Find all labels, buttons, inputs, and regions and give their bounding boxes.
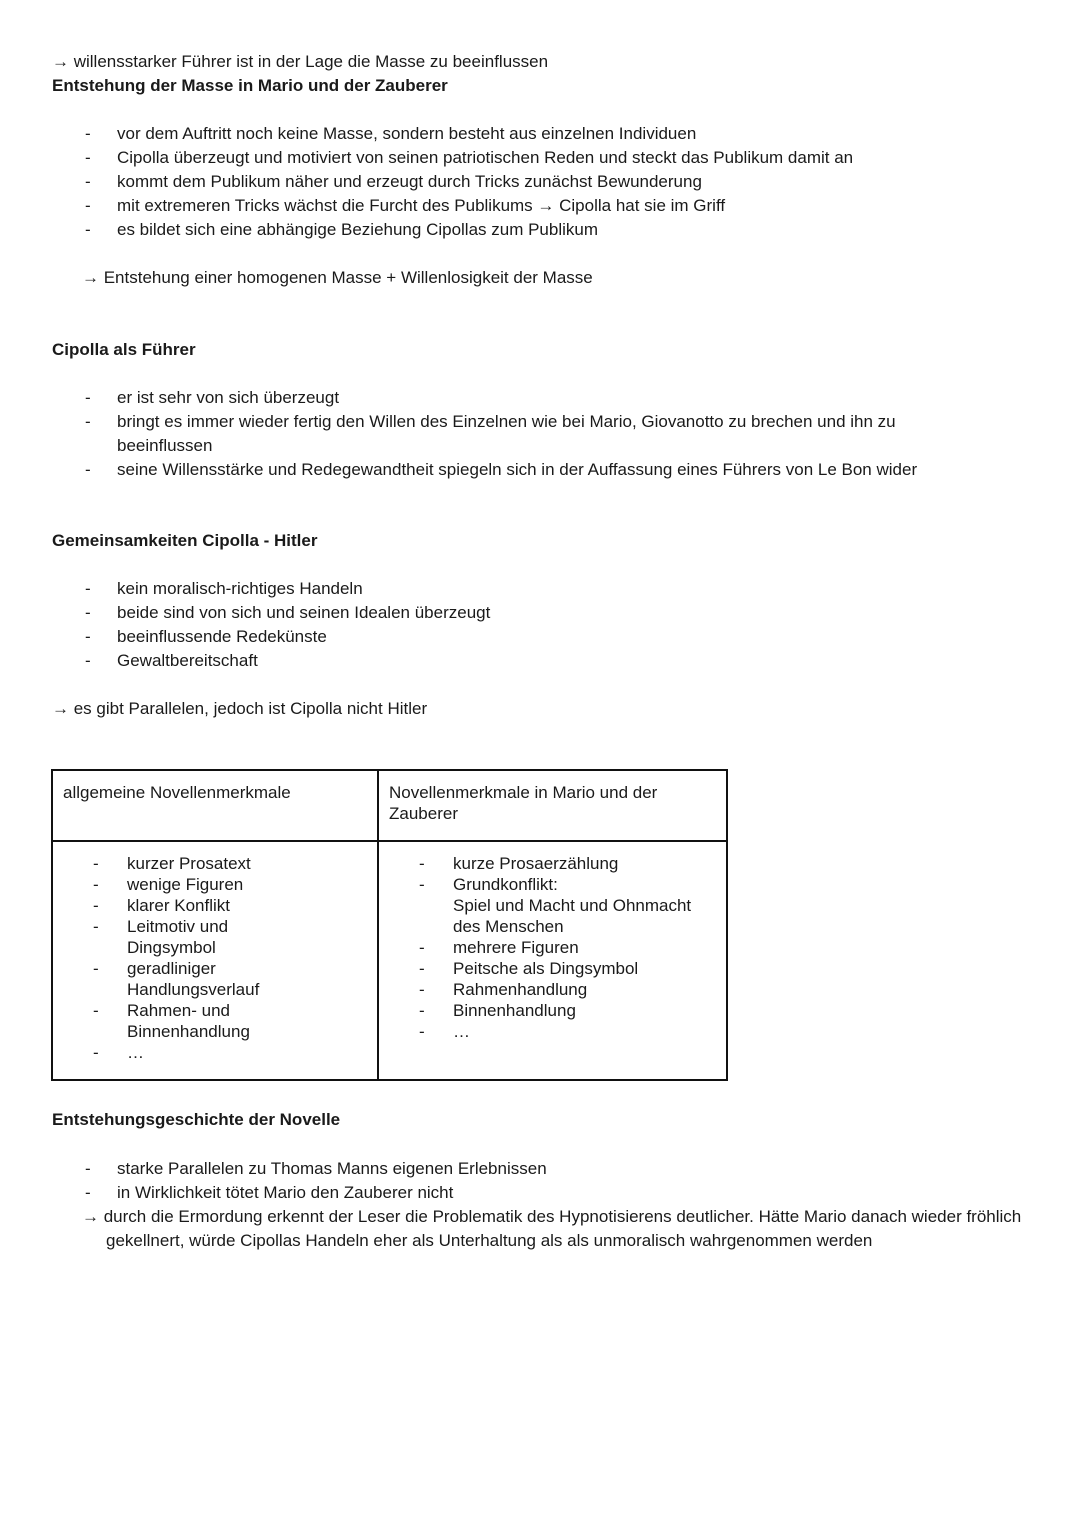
list-item: - beide sind von sich und seinen Idealen überzeugt xyxy=(52,601,1012,625)
list-item: - kurze Prosaerzählung xyxy=(379,853,719,874)
table-header-mario: Novellenmerkmale in Mario und der Zauberer xyxy=(378,770,727,841)
list-item: - er ist sehr von sich überzeugt xyxy=(52,386,1012,410)
list-item: - wenige Figuren xyxy=(53,874,303,895)
list-item: - mit extremeren Tricks wächst die Furcht des Publikums → Cipolla hat sie im Griff xyxy=(52,194,1012,218)
table-header-row xyxy=(52,770,727,841)
table-cell-general xyxy=(52,841,378,1080)
list-item: - Peitsche als Dingsymbol xyxy=(379,958,719,979)
conclusion-text: → durch die Ermordung erkennt der Leser die Problematik des Hypnotisierens deutlicher. Hätte Mario danach wieder fröhlich gekellnert, würde Cipollas Handeln eher als Unterhaltung als als unmoralisch wahrgenommen werden xyxy=(82,1207,1022,1250)
list-item: - kommt dem Publikum näher und erzeugt durch Tricks zunächst Bewunderung xyxy=(52,170,1012,194)
list-item: - mehrere Figuren xyxy=(379,937,719,958)
list-item: - klarer Konflikt xyxy=(53,895,303,916)
list-item: - Gewaltbereitschaft xyxy=(52,649,1012,673)
table-header-general: allgemeine Novellenmerkmale xyxy=(52,770,378,841)
list-cipolla-fuehrer xyxy=(52,386,1012,482)
section-heading-cipolla-fuehrer: Cipolla als Führer xyxy=(52,340,196,359)
section-heading-entstehungsgeschichte: Entstehungsgeschichte der Novelle xyxy=(52,1110,341,1129)
list-item: - bringt es immer wieder fertig den Willen des Einzelnen wie bei Mario, Giovanotto zu brechen und ihn zu beeinflussen xyxy=(52,410,957,458)
list-item: - starke Parallelen zu Thomas Manns eigenen Erlebnissen xyxy=(52,1157,1012,1181)
list-item-continuation: Spiel und Macht und Ohnmacht des Menschen xyxy=(453,896,692,936)
novellenmerkmale-table xyxy=(51,769,728,1081)
list-item: - Rahmenhandlung xyxy=(379,979,719,1000)
list-item: - Grundkonflikt: xyxy=(379,874,719,895)
list-item: - Cipolla überzeugt und motiviert von seinen patriotischen Reden und steckt das Publikum damit an xyxy=(52,146,1012,170)
list-item: - geradliniger Handlungsverlauf xyxy=(53,958,277,1000)
conclusion-entstehung-masse: → Entstehung einer homogenen Masse + Willenlosigkeit der Masse xyxy=(82,268,593,287)
list-item: - seine Willensstärke und Redegewandtheit spiegeln sich in der Auffassung eines Führers von Le Bon wider xyxy=(52,458,1012,482)
list-item: - vor dem Auftritt noch keine Masse, sondern besteht aus einzelnen Individuen xyxy=(52,122,1012,146)
table-row xyxy=(52,841,727,1080)
list-item: - Leitmotiv und Dingsymbol xyxy=(53,916,303,958)
list-item: - beeinflussende Redekünste xyxy=(52,625,1012,649)
list-item: - … xyxy=(53,1042,303,1063)
list-item: - kurzer Prosatext xyxy=(53,853,303,874)
list-item: - … xyxy=(379,1021,719,1042)
list-item: - in Wirklichkeit tötet Mario den Zauberer nicht xyxy=(52,1181,1012,1205)
list-entstehungsgeschichte xyxy=(52,1157,1012,1205)
list-item: - kein moralisch-richtiges Handeln xyxy=(52,577,1012,601)
conclusion-entstehungsgeschichte xyxy=(82,1205,1027,1253)
list-item: - Binnenhandlung xyxy=(379,1000,719,1021)
table-cell-mario xyxy=(378,841,727,1080)
section-heading-gemeinsamkeiten: Gemeinsamkeiten Cipolla - Hitler xyxy=(52,531,318,550)
list-item: - es bildet sich eine abhängige Beziehung Cipollas zum Publikum xyxy=(52,218,1012,242)
list-entstehung-masse xyxy=(52,122,1012,242)
list-item: - Rahmen- und Binnenhandlung xyxy=(53,1000,267,1042)
list-gemeinsamkeiten xyxy=(52,577,1012,673)
conclusion-gemeinsamkeiten: → es gibt Parallelen, jedoch ist Cipolla nicht Hitler xyxy=(52,699,428,718)
intro-line: → willensstarker Führer ist in der Lage die Masse zu beeinflussen xyxy=(52,52,549,71)
section-heading-entstehung-masse: Entstehung der Masse in Mario und der Zauberer xyxy=(52,76,448,95)
